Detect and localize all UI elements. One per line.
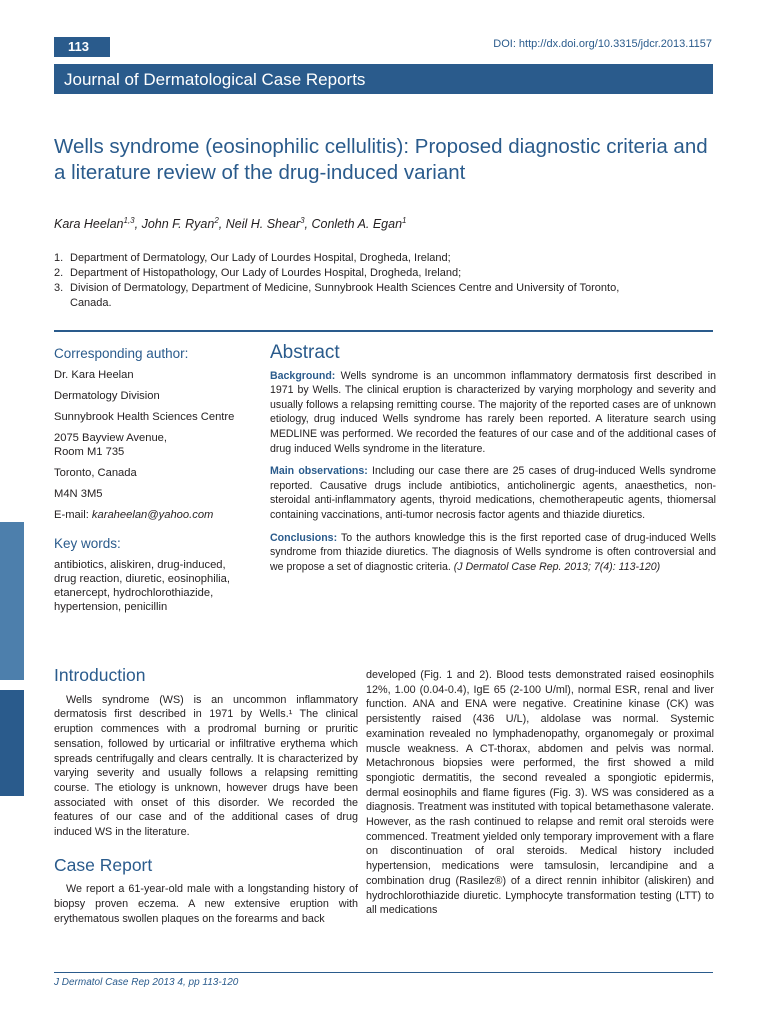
author-name: Kara Heelan bbox=[54, 217, 124, 232]
author-name: Neil H. Shear bbox=[225, 217, 301, 232]
corresponding-city: Toronto, Canada bbox=[54, 467, 137, 479]
corresponding-author-heading: Corresponding author: bbox=[54, 346, 189, 361]
affiliation-text: Department of Histopathology, Our Lady of Lourdes Hospital, Drogheda, Ireland; bbox=[70, 267, 462, 279]
observations-label: Main observations: bbox=[270, 465, 368, 478]
abstract-section bbox=[270, 342, 716, 582]
affiliation-item bbox=[54, 281, 714, 311]
email-label: E-mail: bbox=[54, 509, 92, 521]
corresponding-division: Dermatology Division bbox=[54, 390, 160, 402]
author-name: Conleth A. Egan bbox=[311, 217, 403, 232]
side-tab-dark bbox=[0, 690, 24, 796]
conclusions-label: Conclusions: bbox=[270, 531, 338, 544]
observations-text: Including our case there are 25 cases of drug-induced Wells syndrome reported. Causative drugs include antibiotics, anticholinergic agents, anaesthetics, non-steroidal anti-inflammatory agents, thyroid medications, chemotherapeutic agents, thiomersal containing vaccinations, anti-tumor necrosis factor agents and thiazide diuretics. bbox=[270, 465, 716, 521]
abstract-background bbox=[270, 369, 716, 457]
affiliation-item bbox=[54, 251, 714, 266]
case-report-continued: developed (Fig. 1 and 2). Blood tests demonstrated raised eosinophils 12%, 1.00 (0.04-0.4), IgE 65 (2-100 U/ml), normal ESR, renal and liver function. ANA and ENA were negative. Creatinine kinase (CK) was persistently raised (436 U/L), aldolase was normal. Systemic examination revealed no lymphadenopathy, organomegaly or proximal muscle weakness. A CT-thorax, abdomen and pelvis was normal. Metachronous biopsies were performed, the first showed a mild spongiotic dermatitis, the second revealed a spongiotic epidermis, dermal eosinophils and flame figures (Fig. 3). WS was considered as a diagnosis. Treatment was instituted with topical betamethasone valerate. However, as the rash continued to relapse and remit oral steroids were commenced. Treatment yielded only temporary improvement with a flare on discontinuation of oral steroids. Medical history included hypertension, medications were tamsulosin, lercandipine and a combination drug (Rasilez®) of a direct rennin inhibitor (aliskiren) and hydrochlorothiazide diuretic. Lymphocyte transformation testing (LTT) to all medications bbox=[366, 669, 714, 917]
article-title: Wells syndrome (eosinophilic cellulitis): Proposed diagnostic criteria and a literature review of the drug-induced variant bbox=[54, 135, 708, 184]
body-column-right bbox=[366, 668, 714, 918]
introduction-heading: Introduction bbox=[54, 665, 146, 685]
author-affiliation-mark: 3 bbox=[300, 216, 305, 225]
corresponding-room: Room M1 735 bbox=[54, 446, 125, 458]
keywords-heading: Key words: bbox=[54, 536, 121, 551]
doi-link[interactable]: DOI: http://dx.doi.org/10.3315/jdcr.2013.1157 bbox=[493, 38, 712, 50]
conclusions-text: To the authors knowledge this is the first reported case of drug-induced Wells syndrome from thiazide diuretics. The diagnosis of Wells syndrome is often controversial and we propose a set of diagnostic criteria. bbox=[270, 531, 716, 573]
author-affiliation-mark: 1,3 bbox=[123, 216, 135, 225]
citation-text: (J Dermatol Case Rep. 2013; 7(4): 113-120) bbox=[453, 560, 661, 573]
abstract-observations bbox=[270, 464, 716, 522]
author-affiliation-mark: 2 bbox=[214, 216, 219, 225]
side-tab-light bbox=[0, 522, 24, 680]
page-number: 113 bbox=[54, 37, 110, 57]
introduction-text: Wells syndrome (WS) is an uncommon inflammatory dermatosis first described in 1971 by Wells.¹ The clinical eruption commences with a prodromal burning or pruritic sensation, followed by urticarial or infiltrative erythema which spreads centrifugally and clears centrally. It is characterized by varying severity and usually follows a relapsing remitting course. The etiology is unknown, however drugs have been associated with onset of this disorder. We recorded the features of our case and of the additional cases of drug induced WS in the literature. bbox=[54, 693, 358, 839]
affiliation-text: Division of Dermatology, Department of Medicine, Sunnybrook Health Sciences Centre and University of Toronto, bbox=[70, 282, 620, 294]
keywords-text: antibiotics, aliskiren, drug-induced, drug reaction, diuretic, eosinophilia, etanercept, hydrochlorothiazide, hypertension, penicillin bbox=[54, 559, 230, 613]
author-name: John F. Ryan bbox=[141, 217, 215, 232]
body-column-left bbox=[54, 665, 358, 945]
affiliation-item bbox=[54, 266, 714, 281]
email-link[interactable]: karaheelan@yahoo.com bbox=[91, 509, 214, 521]
affiliation-number: 2. bbox=[54, 267, 64, 279]
abstract-conclusions bbox=[270, 531, 716, 575]
corresponding-email bbox=[54, 508, 250, 522]
footer-divider bbox=[54, 972, 713, 973]
affiliation-continuation: Canada. bbox=[70, 297, 112, 309]
affiliation-text: Department of Dermatology, Our Lady of Lourdes Hospital, Drogheda, Ireland; bbox=[70, 252, 451, 264]
abstract-heading: Abstract bbox=[270, 342, 340, 363]
author-affiliation-mark: 1 bbox=[402, 216, 407, 225]
background-label: Background: bbox=[270, 369, 336, 382]
affiliation-list bbox=[54, 251, 714, 311]
case-report-heading: Case Report bbox=[54, 854, 153, 875]
sidebar-info bbox=[54, 346, 250, 614]
corresponding-postal: M4N 3M5 bbox=[54, 488, 103, 500]
journal-title-bar: Journal of Dermatological Case Reports bbox=[54, 64, 713, 94]
author-list: Kara Heelan$^{1,3}$, John F. Ryan$^2$, Neil H. Shear$^3$, Conleth A. Egan$^1$ bbox=[54, 216, 407, 232]
corresponding-centre: Sunnybrook Health Sciences Centre bbox=[54, 411, 235, 423]
footer-citation: J Dermatol Case Rep 2013 4, pp 113-120 bbox=[54, 977, 239, 988]
corresponding-name: Dr. Kara Heelan bbox=[54, 369, 134, 381]
background-text: Wells syndrome is an uncommon inflammatory dermatosis first described in 1971 by Wells. The clinical eruption is characterized by varying morphology and severity and usually follows a relapsing remitting course. The majority of the reported cases are of unknown etiology, drug induced Wells syndrome has rarely been reported. A literature search using MEDLINE was performed. We recorded the features of our case and of the additional cases of drug induced Wells syndrome in the literature. bbox=[270, 369, 716, 455]
affiliation-number: 3. bbox=[54, 282, 64, 294]
corresponding-street: 2075 Bayview Avenue, bbox=[54, 432, 167, 444]
section-divider bbox=[54, 330, 713, 332]
case-report-text: We report a 61-year-old male with a longstanding history of biopsy proven eczema. A new extensive eruption with erythematous swollen plaques on the forearms and back bbox=[54, 883, 358, 925]
affiliation-number: 1. bbox=[54, 252, 64, 264]
